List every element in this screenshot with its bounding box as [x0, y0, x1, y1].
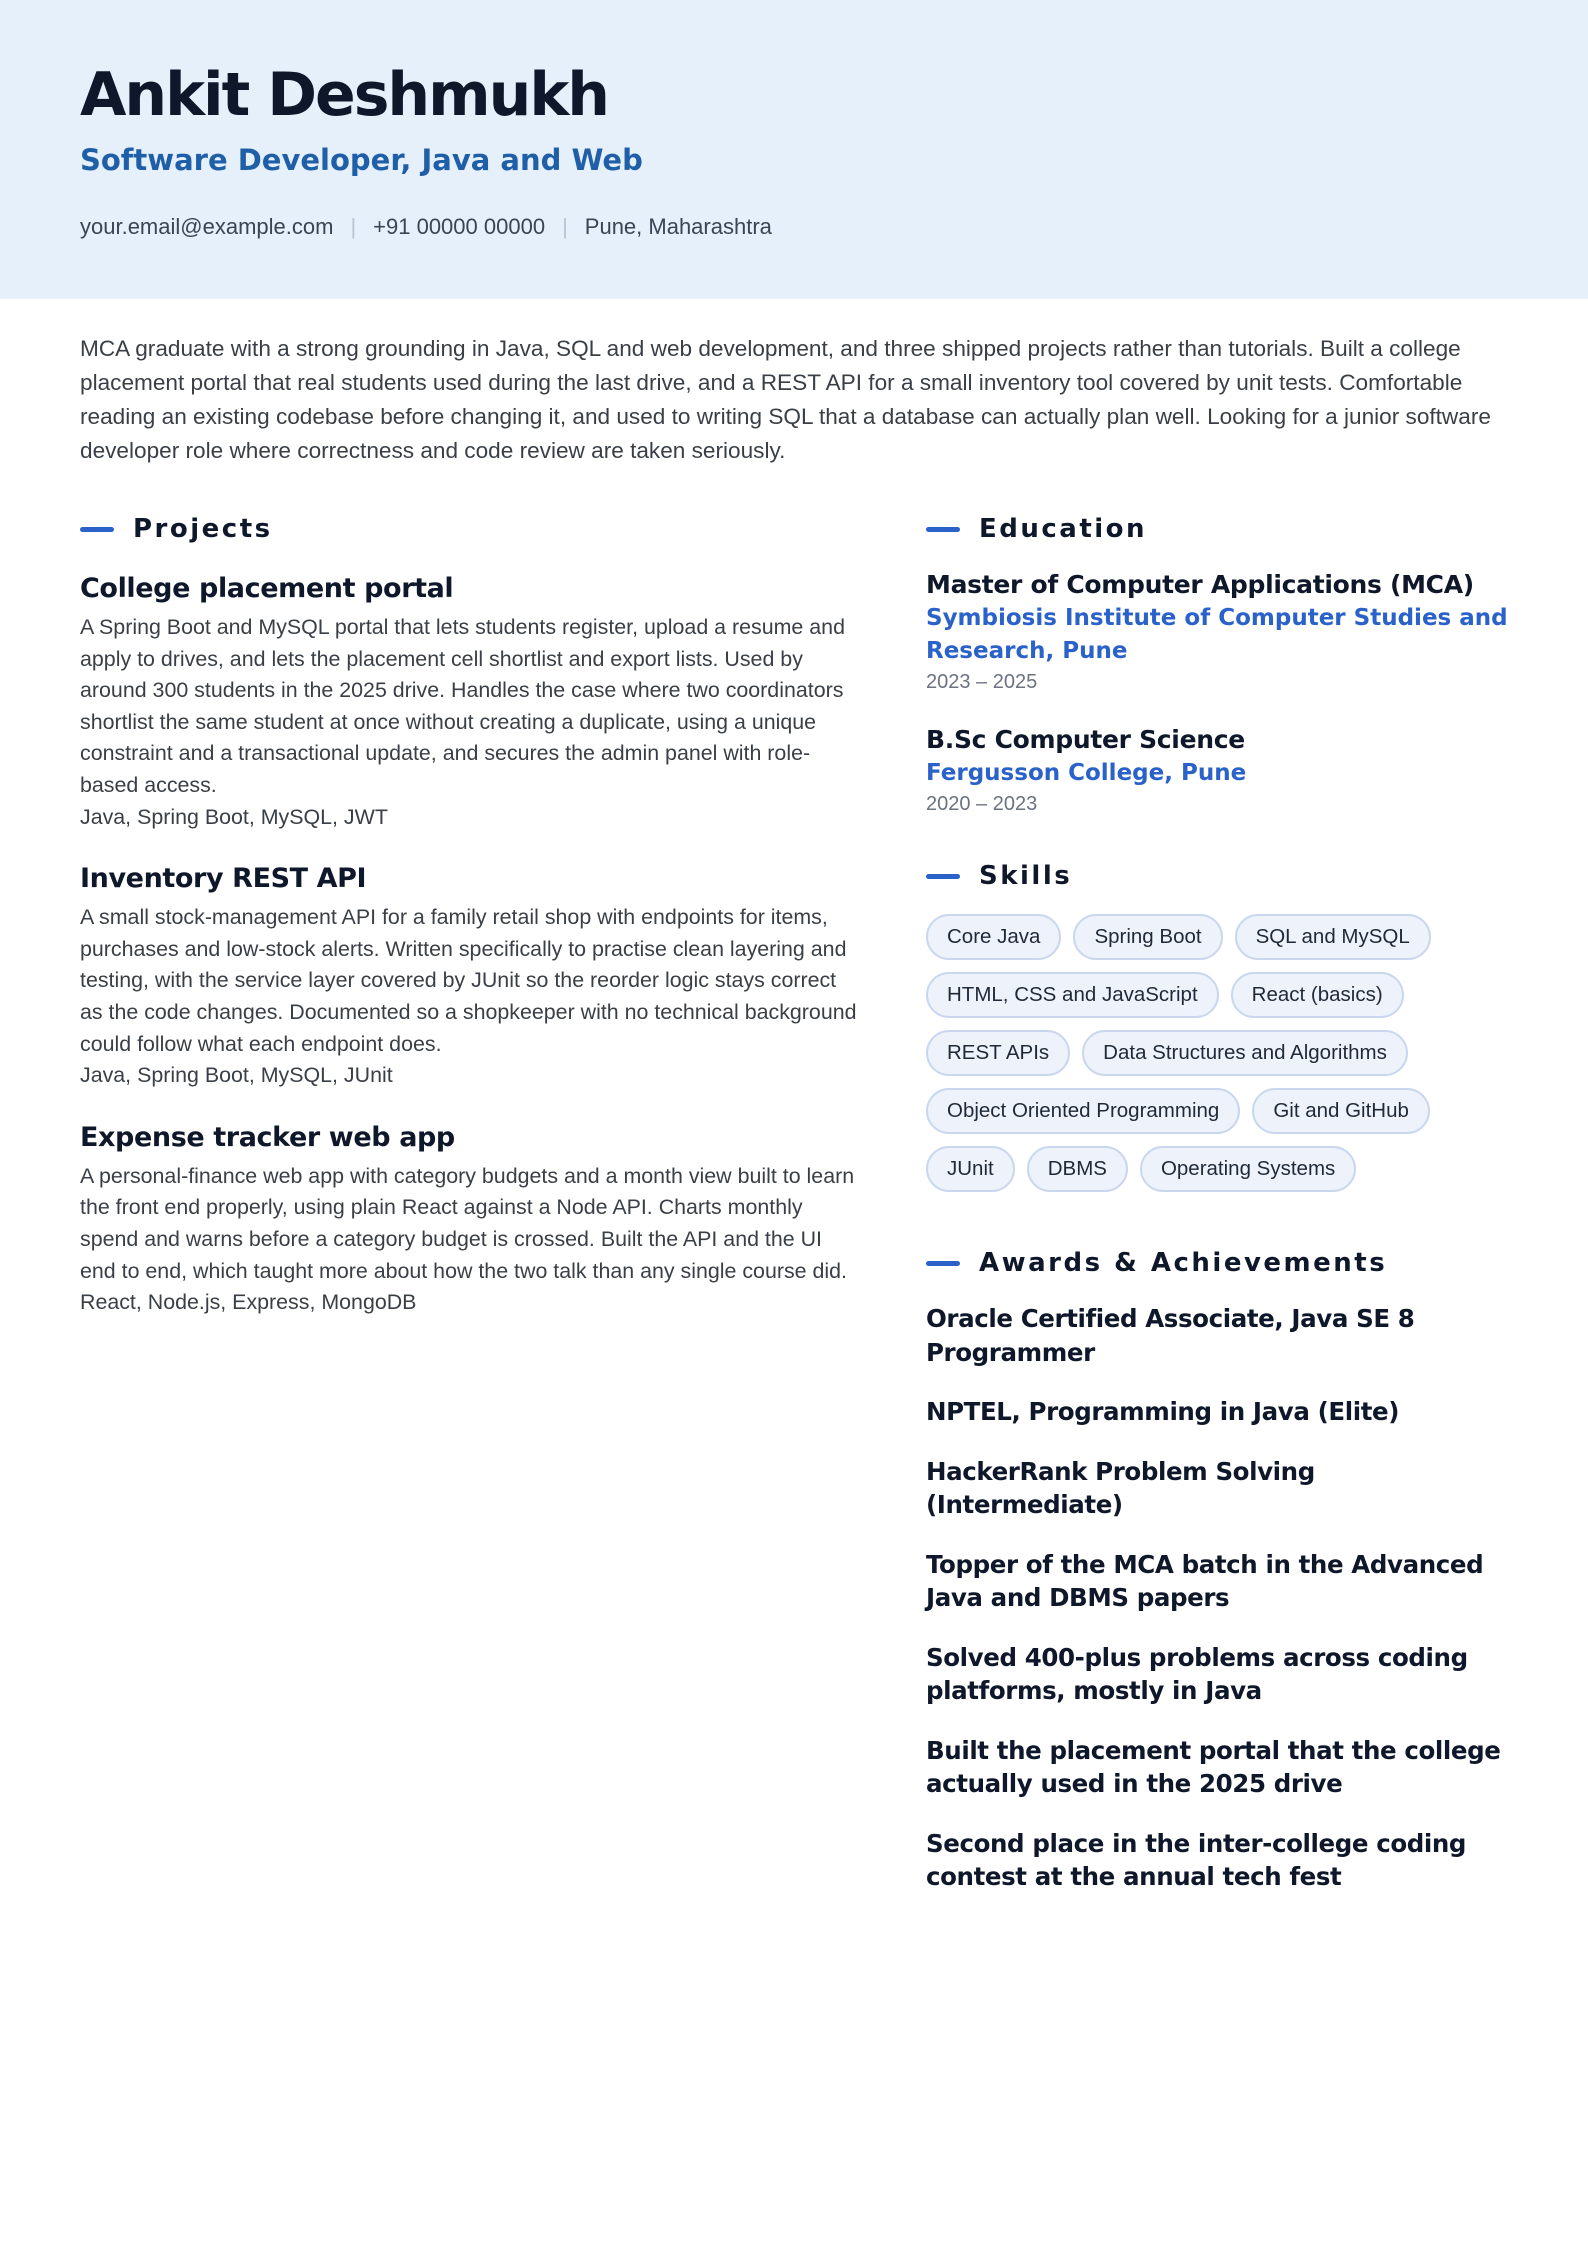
skill-chip: Object Oriented Programming	[926, 1088, 1240, 1134]
award-item: Oracle Certified Associate, Java SE 8 Programmer	[926, 1304, 1415, 1367]
award-item: Second place in the inter-college coding contest at the annual tech fest	[926, 1828, 1467, 1891]
contact-email[interactable]: your.email@example.com	[80, 214, 334, 239]
contact-separator: |	[562, 214, 568, 239]
award-item: Topper of the MCA batch in the Advanced Java and DBMS papers	[926, 1549, 1484, 1612]
skill-chip: Operating Systems	[1140, 1146, 1356, 1192]
contact-separator: |	[350, 214, 357, 239]
project-description: A small stock-management API for a family retail shop with endpoints for items, purchases and low-stock alerts. Written specifically to practise clean layering and testing, with the service layer covered by JUnit so the reorder logic stays correct as the code changes. Documented so a shopkeeper with no technical background could follow what each endpoint does.	[80, 905, 857, 1056]
skill-chip: DBMS	[1027, 1146, 1128, 1192]
skills-section-heading	[926, 859, 1516, 893]
project-tech-stack: Java, Spring Boot, MySQL, JUnit	[80, 1063, 393, 1088]
skill-chip: JUnit	[926, 1146, 1015, 1192]
projects-section-heading	[80, 512, 860, 546]
award-item: NPTEL, Programming in Java (Elite)	[926, 1397, 1400, 1426]
project-title: Expense tracker web app	[80, 1121, 455, 1153]
award-item: HackerRank Problem Solving (Intermediate)	[926, 1456, 1315, 1519]
project-item	[80, 860, 860, 1092]
education-dates: 2020 – 2023	[926, 793, 1038, 815]
education-heading-label: Education	[979, 514, 1148, 544]
skill-chip: REST APIs	[926, 1030, 1070, 1076]
award-item: Solved 400-plus problems across coding platforms, mostly in Java	[926, 1642, 1468, 1705]
project-description: A personal-finance web app with category budgets and a month view built to learn the front end properly, using plain React against a Node API. Charts monthly spend and warns before a category budget is crossed. Built the API and the UI end to end, which taught more about how the two talk than any single course did.	[80, 1163, 855, 1283]
skills-heading-label: Skills	[979, 861, 1073, 891]
section-accent-bar	[926, 527, 960, 532]
skill-chip: Data Structures and Algorithms	[1082, 1030, 1408, 1076]
projects-heading-label: Projects	[133, 514, 273, 544]
contact-line	[80, 214, 772, 240]
skill-chip: HTML, CSS and JavaScript	[926, 972, 1219, 1018]
project-title: College placement portal	[80, 573, 454, 604]
professional-summary: MCA graduate with a strong grounding in Java, SQL and web development, and three shipped projects rather than tutorials. Built a college placement portal that real students used during the last drive, and a REST API for a small inventory tool covered by unit tests. Comfortable reading an existing codebase before changing it, and used to writing SQL that a database can actually plan well. Looking for a junior software developer role where correctness and code review are taken seriously.	[80, 336, 1491, 463]
project-description: A Spring Boot and MySQL portal that lets students register, upload a resume and apply to drives, and lets the placement cell shortlist and export lists. Used by around 300 students in the 2025 drive. Handles the case where two coordinators shortlist the same student at once without creating a duplicate, using a unique constraint and a transactional update, and secures the admin panel with role-based access.	[80, 615, 845, 797]
award-item: Built the placement portal that the college actually used in the 2025 drive	[926, 1735, 1501, 1798]
education-school: Symbiosis Institute of Computer Studies and Research, Pune	[926, 605, 1508, 664]
awards-heading-label: Awards & Achievements	[979, 1248, 1388, 1278]
project-item	[80, 570, 860, 833]
skill-chip: Core Java	[926, 914, 1061, 960]
education-item	[926, 568, 1516, 697]
section-accent-bar	[80, 527, 114, 532]
project-tech-stack: Java, Spring Boot, MySQL, JWT	[80, 804, 388, 829]
section-accent-bar	[926, 874, 960, 879]
awards-section-heading	[926, 1246, 1516, 1280]
skill-chip: Git and GitHub	[1252, 1088, 1430, 1134]
skill-chip: Spring Boot	[1073, 914, 1222, 960]
skill-chip: React (basics)	[1231, 972, 1404, 1018]
skills-chip-list	[926, 914, 1516, 1204]
education-degree: Master of Computer Applications (MCA)	[926, 570, 1474, 599]
contact-location: Pune, Maharashtra	[584, 214, 772, 239]
project-title: Inventory REST API	[80, 863, 367, 895]
section-accent-bar	[926, 1261, 960, 1266]
education-degree: B.Sc Computer Science	[926, 725, 1245, 754]
education-item	[926, 723, 1516, 819]
left-column	[80, 512, 860, 1319]
education-dates: 2023 – 2025	[926, 671, 1038, 693]
skill-chip: SQL and MySQL	[1235, 914, 1431, 960]
right-column	[926, 512, 1516, 1894]
candidate-name: Ankit Deshmukh	[80, 60, 608, 130]
contact-phone[interactable]: +91 00000 00000	[373, 214, 546, 239]
education-school: Fergusson College, Pune	[926, 760, 1247, 786]
job-title: Software Developer, Java and Web	[80, 143, 643, 177]
project-item	[80, 1119, 860, 1319]
education-section-heading	[926, 512, 1516, 546]
project-tech-stack: React, Node.js, Express, MongoDB	[80, 1290, 417, 1315]
resume-header	[0, 0, 1588, 299]
